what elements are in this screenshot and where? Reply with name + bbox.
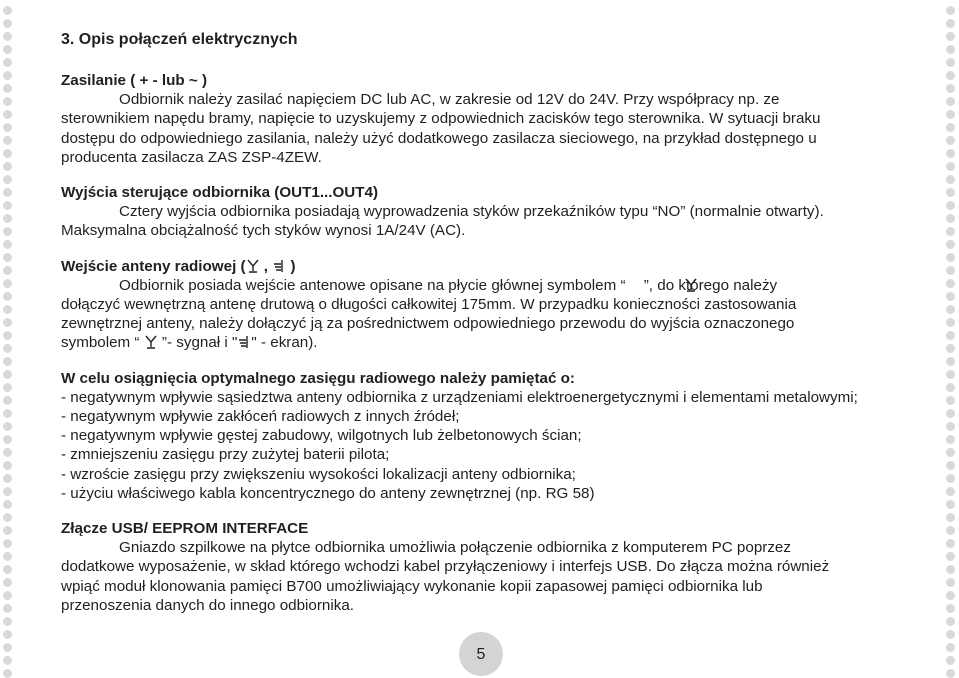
- range-title: W celu osiągnięcia optymalnego zasięgu radiowego należy pamiętać o:: [61, 369, 575, 387]
- edge-dot: [3, 149, 12, 158]
- edge-dot: [946, 370, 955, 379]
- antenna-line1-prefix: Odbiornik posiada wejście antenowe opisane na płycie głównej symbolem “: [119, 276, 626, 294]
- antenna-signal-icon: [626, 278, 640, 292]
- edge-dot: [3, 19, 12, 28]
- power-paragraph: [61, 90, 901, 167]
- edge-dot: [3, 487, 12, 496]
- antenna-signal-icon: [144, 335, 158, 349]
- edge-dot: [3, 318, 12, 327]
- edge-dot: [3, 591, 12, 600]
- edge-dot: [3, 292, 12, 301]
- outputs-title: Wyjścia sterujące odbiornika (OUT1...OUT4): [61, 184, 379, 202]
- edge-dot: [3, 604, 12, 613]
- edge-dot: [946, 500, 955, 509]
- power-title: Zasilanie ( + - lub ~ ): [61, 72, 208, 89]
- edge-dot: [946, 396, 955, 405]
- edge-dot: [3, 448, 12, 457]
- edge-dot: [946, 669, 955, 678]
- edge-dot: [3, 344, 12, 353]
- right-edge-dots: [943, 0, 959, 676]
- edge-dot: [946, 305, 955, 314]
- list-item: - zmniejszeniu zasięgu przy zużytej baterii pilota;: [61, 446, 390, 464]
- antenna-line4-mid: ”- sygnał i ": [157, 334, 238, 352]
- edge-dot: [946, 487, 955, 496]
- edge-dot: [3, 123, 12, 132]
- edge-dot: [946, 162, 955, 171]
- edge-dot: [946, 448, 955, 457]
- edge-dot: [946, 318, 955, 327]
- edge-dot: [3, 357, 12, 366]
- antenna-line: dołączyć wewnętrzną antenę drutową o długości całkowitej 175mm. W przypadku konieczności zastosowania: [61, 296, 797, 314]
- edge-dot: [3, 32, 12, 41]
- list-item: - negatywnym wpływie gęstej zabudowy, wilgotnych lub żelbetonowych ścian;: [61, 427, 582, 445]
- edge-dot: [946, 71, 955, 80]
- usb-line: Gniazdo szpilkowe na płytce odbiornika umożliwia połączenie odbiornika z komputerem PC poprzez: [119, 539, 791, 557]
- antenna-signal-icon: [246, 259, 260, 273]
- edge-dot: [3, 227, 12, 236]
- edge-dot: [946, 656, 955, 665]
- edge-dot: [946, 175, 955, 184]
- antenna-paragraph: [61, 276, 901, 353]
- edge-dot: [3, 305, 12, 314]
- edge-dot: [946, 45, 955, 54]
- edge-dot: [946, 422, 955, 431]
- edge-dot: [946, 58, 955, 67]
- edge-dot: [3, 565, 12, 574]
- edge-dot: [946, 435, 955, 444]
- edge-dot: [3, 669, 12, 678]
- edge-dot: [3, 513, 12, 522]
- antenna-line: [61, 276, 901, 295]
- edge-dot: [946, 6, 955, 15]
- edge-dot: [946, 149, 955, 158]
- edge-dot: [3, 58, 12, 67]
- outputs-line: Maksymalna obciążalność tych styków wynosi 1A/24V (AC).: [61, 222, 466, 240]
- edge-dot: [946, 630, 955, 639]
- edge-dot: [3, 214, 12, 223]
- edge-dot: [946, 591, 955, 600]
- usb-line: wpiąć moduł klonowania pamięci B700 umożliwiający wykonanie kopii zapasowej pamięci odbiornika lub: [61, 577, 763, 595]
- edge-dot: [3, 474, 12, 483]
- edge-dot: [946, 331, 955, 340]
- edge-dot: [946, 214, 955, 223]
- edge-dot: [3, 422, 12, 431]
- edge-dot: [946, 344, 955, 353]
- edge-dot: [946, 123, 955, 132]
- list-item: - wzroście zasięgu przy zwiększeniu wysokości lokalizacji anteny odbiornika;: [61, 465, 576, 483]
- edge-dot: [3, 253, 12, 262]
- antenna-line: [61, 333, 901, 352]
- antenna-shield-icon: [272, 259, 286, 273]
- antenna-title-suffix: ): [286, 257, 296, 275]
- section-title: 3. Opis połączeń elektrycznych: [61, 31, 298, 48]
- edge-dot: [946, 227, 955, 236]
- edge-dot: [3, 617, 12, 626]
- power-line: Odbiornik należy zasilać napięciem DC lub AC, w zakresie od 12V do 24V. Przy współpracy np. ze: [119, 91, 780, 109]
- edge-dot: [3, 643, 12, 652]
- usb-line: przenoszenia danych do innego odbiornika.: [61, 596, 354, 614]
- edge-dot: [3, 279, 12, 288]
- list-item: - negatywnym wpływie zakłóceń radiowych z innych źródeł;: [61, 408, 460, 426]
- edge-dot: [946, 409, 955, 418]
- edge-dot: [3, 500, 12, 509]
- left-edge-dots: [0, 0, 16, 676]
- outputs-line: Cztery wyjścia odbiornika posiadają wyprowadzenia styków przekaźników typu “NO” (normalnie otwarty).: [119, 203, 824, 221]
- antenna-title-sep: ,: [259, 257, 269, 275]
- edge-dot: [3, 110, 12, 119]
- list-item: - negatywnym wpływie sąsiedztwa anteny odbiornika z urządzeniami elektroenergetycznymi i elementami metalowymi;: [61, 388, 858, 406]
- edge-dot: [946, 357, 955, 366]
- edge-dot: [946, 292, 955, 301]
- edge-dot: [3, 201, 12, 210]
- edge-dot: [3, 331, 12, 340]
- edge-dot: [946, 539, 955, 548]
- edge-dot: [946, 253, 955, 262]
- edge-dot: [946, 266, 955, 275]
- edge-dot: [3, 266, 12, 275]
- power-line: producenta zasilacza ZAS ZSP-4ZEW.: [61, 148, 322, 166]
- edge-dot: [946, 604, 955, 613]
- edge-dot: [946, 84, 955, 93]
- edge-dot: [3, 97, 12, 106]
- page-number: 5: [476, 646, 486, 663]
- edge-dot: [3, 396, 12, 405]
- list-item: - użyciu właściwego kabla koncentrycznego do anteny zewnętrznej (np. RG 58): [61, 484, 595, 502]
- edge-dot: [3, 409, 12, 418]
- antenna-line: zewnętrznej anteny, należy dołączyć ją za pośrednictwem odpowiedniego przewodu do wyjścia oznaczonego: [61, 315, 795, 333]
- antenna-shield-icon: [237, 335, 251, 349]
- edge-dot: [3, 461, 12, 470]
- edge-dot: [946, 513, 955, 522]
- edge-dot: [946, 279, 955, 288]
- edge-dot: [946, 188, 955, 197]
- edge-dot: [946, 32, 955, 41]
- edge-dot: [946, 240, 955, 249]
- edge-dot: [3, 71, 12, 80]
- edge-dot: [3, 240, 12, 249]
- antenna-title-prefix: Wejście anteny radiowej (: [61, 257, 246, 275]
- edge-dot: [3, 84, 12, 93]
- antenna-title: [61, 257, 901, 276]
- edge-dot: [3, 552, 12, 561]
- edge-dot: [3, 6, 12, 15]
- antenna-line1-suffix: ”, do którego należy: [639, 276, 778, 294]
- edge-dot: [946, 97, 955, 106]
- edge-dot: [946, 461, 955, 470]
- edge-dot: [946, 526, 955, 535]
- edge-dot: [3, 175, 12, 184]
- edge-dot: [3, 539, 12, 548]
- edge-dot: [3, 526, 12, 535]
- edge-dot: [946, 552, 955, 561]
- outputs-paragraph: [61, 202, 901, 240]
- edge-dot: [946, 578, 955, 587]
- edge-dot: [946, 110, 955, 119]
- power-line: sterownikiem napędu bramy, napięcie to uzyskujemy z odpowiednich zacisków tego sterownika. W sytuacji braku: [61, 110, 821, 128]
- usb-paragraph: [61, 538, 901, 615]
- page-number-badge: [459, 632, 503, 676]
- antenna-line4-prefix: symbolem “: [61, 334, 144, 352]
- edge-dot: [3, 370, 12, 379]
- edge-dot: [3, 162, 12, 171]
- edge-dot: [3, 45, 12, 54]
- edge-dot: [946, 617, 955, 626]
- edge-dot: [946, 19, 955, 28]
- edge-dot: [946, 136, 955, 145]
- edge-dot: [946, 383, 955, 392]
- edge-dot: [3, 656, 12, 665]
- range-list: [61, 388, 901, 503]
- edge-dot: [3, 188, 12, 197]
- edge-dot: [3, 136, 12, 145]
- usb-title: Złącze USB/ EEPROM INTERFACE: [61, 520, 309, 538]
- edge-dot: [946, 474, 955, 483]
- edge-dot: [3, 630, 12, 639]
- usb-line: dodatkowe wyposażenie, w skład którego wchodzi kabel przyłączeniowy i interfejs USB. Do złącza można również: [61, 558, 830, 576]
- page-content: [61, 30, 901, 615]
- edge-dot: [3, 383, 12, 392]
- edge-dot: [3, 435, 12, 444]
- power-line: dostępu do odpowiedniego zasilania, należy użyć dodatkowego zasilacza sieciowego, na przykład dostępnego u: [61, 129, 817, 147]
- edge-dot: [946, 565, 955, 574]
- edge-dot: [946, 201, 955, 210]
- edge-dot: [3, 578, 12, 587]
- edge-dot: [946, 643, 955, 652]
- antenna-line4-suffix: " - ekran).: [251, 334, 318, 352]
